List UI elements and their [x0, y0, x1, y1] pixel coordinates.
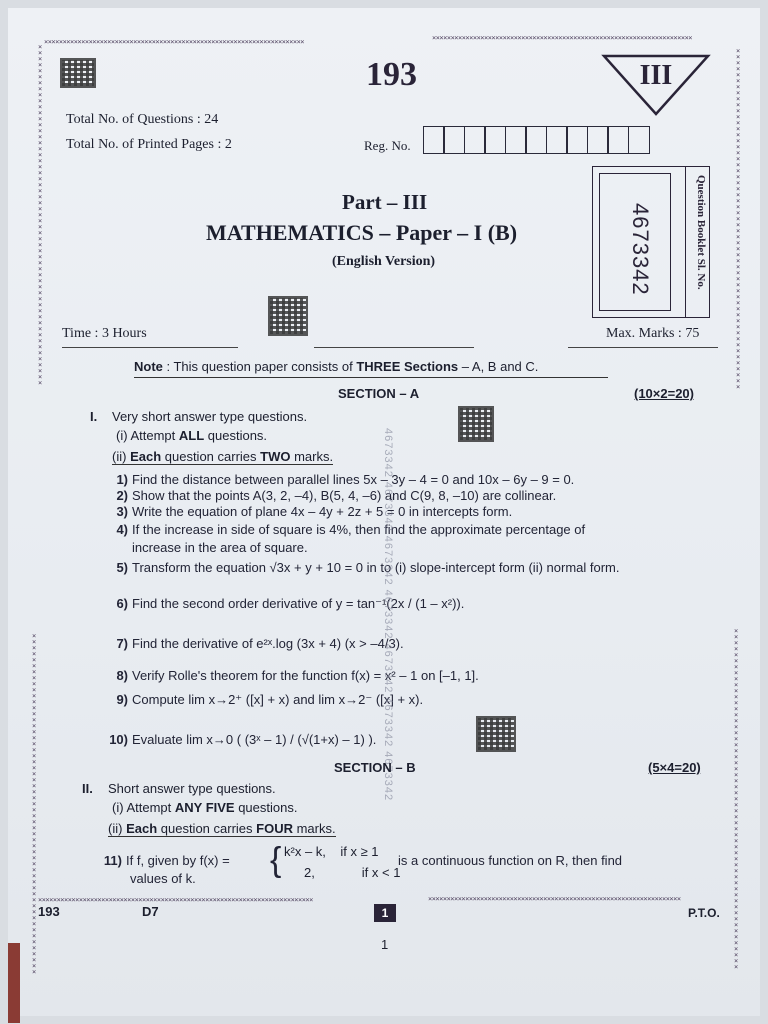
total-questions: Total No. of Questions : 24 [66, 112, 219, 127]
question-number: 1) [116, 472, 128, 487]
inst-text: marks. [292, 821, 336, 836]
question-number: 2) [116, 488, 128, 503]
question-text: Verify Rolle's theorem for the function f(x) = x² – 1 on [–1, 1]. [132, 668, 479, 683]
question-3 [104, 504, 512, 519]
question-text: If f, given by f(x) = [126, 853, 230, 868]
section-a-inst2 [112, 449, 333, 465]
section-b-inst2 [108, 821, 336, 837]
reg-box[interactable] [484, 126, 506, 154]
right-border-top: ××××××××××××××××××××××××××××××××××××××××××××××××××××××××× [736, 47, 741, 391]
booklet-number-box [592, 166, 710, 318]
question-11-line2 [130, 871, 196, 886]
inst-text: Attempt [130, 428, 179, 443]
question-8 [104, 668, 479, 683]
divider [314, 347, 474, 348]
bottom-border-right: ×××××××××××××××××××××××××××××××××××××××××××××××××××××××××××××××××××× [428, 895, 681, 903]
question-text: Evaluate lim x→0 ( (3ˣ – 1) / (√(1+x) – 1) ). [132, 732, 377, 747]
qr-code-icon [458, 406, 494, 442]
question-6 [104, 596, 464, 612]
reg-box[interactable] [423, 126, 445, 154]
question-text: increase in the area of square. [132, 540, 308, 555]
divider [62, 347, 238, 348]
inst-text: question carries [161, 449, 261, 464]
top-border-left: ×××××××××××××××××××××××××××××××××××××××××××××××××××××××××××××××××××××× [44, 38, 305, 46]
question-number: 5) [116, 560, 128, 575]
inst-bold: Each [130, 449, 162, 464]
note-bold: THREE Sections [356, 359, 459, 374]
question-number: 8) [116, 668, 128, 683]
section-b-heading: Short answer type questions. [108, 781, 276, 796]
divider [134, 377, 608, 378]
question-text: Write the equation of plane 4x – 4y + 2z + 5 = 0 in intercepts form. [132, 504, 513, 519]
booklet-label: Question Booklet Sl. No. [695, 175, 707, 290]
inst-text: marks. [290, 449, 334, 464]
inst-text: Attempt [126, 800, 175, 815]
question-text: Compute lim x→2⁺ ([x] + x) and lim x→2⁻ ([x] + x). [132, 692, 424, 707]
question-11-tail [398, 853, 622, 868]
barcode-icon [60, 58, 96, 88]
section-a-heading: Very short answer type questions. [112, 409, 308, 424]
note-text: : This question paper consists of [162, 359, 357, 374]
question-number: 6) [116, 596, 128, 611]
qr-code-icon [268, 296, 308, 336]
question-text: Transform the equation √3x + y + 10 = 0 in to (i) slope-intercept form (ii) normal form. [132, 560, 620, 575]
question-text: is a continuous function on R, then find [398, 853, 623, 868]
divider [568, 347, 718, 348]
version-label: (English Version) [332, 254, 436, 269]
section-b-marks: (5×4=20) [648, 760, 701, 775]
inst-bold: FOUR [256, 821, 293, 836]
reg-box[interactable] [464, 126, 486, 154]
question-number: 10) [109, 732, 128, 747]
inst-text: questions. [204, 428, 268, 443]
section-b-title: SECTION – B [334, 760, 416, 775]
section-a-title: SECTION – A [338, 386, 420, 401]
reg-box[interactable] [546, 126, 568, 154]
inst-num: (ii) [112, 449, 127, 464]
section-b-inst1 [112, 800, 297, 815]
question-text: Find the distance between parallel lines 5x – 3y – 4 = 0 and 10x – 6y – 9 = 0. [132, 472, 575, 487]
qr-code-icon [476, 716, 516, 752]
section-a-roman: I. [90, 409, 98, 424]
section-b-roman: II. [82, 781, 93, 796]
question-5 [104, 560, 620, 575]
note-line [134, 359, 538, 374]
footer-page-box: 1 [374, 904, 396, 922]
reg-box[interactable] [525, 126, 547, 154]
reg-box[interactable] [505, 126, 527, 154]
question-4 [104, 522, 585, 537]
question-11 [98, 853, 230, 868]
piecewise-case-1: k²x – k, if x ≥ 1 [284, 844, 379, 859]
question-number: 3) [116, 504, 128, 519]
question-text: Find the derivative of e²ˣ.log (3x + 4) (x > –4/3). [132, 636, 404, 651]
reg-box[interactable] [607, 126, 629, 154]
triangle-label: III [639, 60, 673, 91]
booklet-number: 4673342 [628, 203, 653, 296]
binding-edge [8, 943, 20, 1023]
inst-bold: ALL [178, 428, 205, 443]
question-10 [104, 732, 376, 747]
reg-box[interactable] [443, 126, 465, 154]
question-number: 7) [116, 636, 128, 651]
inst-num: (ii) [108, 821, 123, 836]
reg-box[interactable] [566, 126, 588, 154]
left-border-lower: ××××××××××××××××××××××××××××××××××××××××××××××××××××××××× [32, 632, 37, 976]
question-9 [104, 692, 423, 708]
time-label: Time : 3 Hours [62, 326, 147, 341]
inst-text: questions. [234, 800, 298, 815]
piecewise-brace: { [270, 841, 282, 879]
paper-code: 193 [366, 56, 417, 93]
total-pages: Total No. of Printed Pages : 2 [66, 137, 232, 152]
reg-no-label: Reg. No. [364, 138, 411, 153]
inst-bold: ANY FIVE [174, 800, 235, 815]
question-number: 9) [116, 692, 128, 707]
serial-watermark: 4673342 4673342 4673342 4673342 4673342 4673342 4673342 [382, 428, 394, 802]
question-1 [104, 472, 574, 487]
inst-num: (i) [116, 428, 128, 443]
bottom-border-left: ×××××××××××××××××××××××××××××××××××××××××××××××××××××××××××××××××××××××××× [38, 896, 313, 904]
question-text: values of k. [130, 871, 196, 886]
part-title: Part – III [342, 190, 428, 214]
top-border-right: ×××××××××××××××××××××××××××××××××××××××××××××××××××××××××××××××××××××× [432, 34, 693, 42]
left-border: ××××××××××××××××××××××××××××××××××××××××××××××××××××××××× [38, 43, 43, 387]
note-label: Note [134, 359, 163, 374]
reg-no-boxes[interactable] [424, 126, 650, 159]
question-number: 4) [116, 522, 128, 537]
question-text: Show that the points A(3, 2, –4), B(5, 4, –6) and C(9, 8, –10) are collinear. [132, 488, 557, 503]
inst-num: (i) [112, 800, 124, 815]
inst-text: question carries [157, 821, 257, 836]
reg-box[interactable] [587, 126, 609, 154]
piecewise-case-2: 2, if x < 1 [304, 865, 401, 880]
section-a-marks: (10×2=20) [634, 386, 694, 401]
question-2 [104, 488, 556, 503]
question-7 [104, 636, 404, 651]
footer-code: 193 [38, 904, 60, 919]
right-border-lower: ××××××××××××××××××××××××××××××××××××××××××××××××××××××××× [734, 627, 739, 971]
question-text: If the increase in side of square is 4%, then find the approximate percentage of [132, 522, 586, 537]
question-number: 11) [103, 853, 122, 868]
question-text: Find the second order derivative of y = tan⁻¹(2x / (1 – x²)). [132, 596, 465, 611]
note-text-end: – A, B and C. [458, 359, 539, 374]
question-4-cont [104, 540, 308, 555]
max-marks: Max. Marks : 75 [606, 326, 700, 341]
section-a-inst1 [116, 428, 267, 443]
question-paper-page [8, 8, 760, 1016]
subject-title: MATHEMATICS – Paper – I (B) [206, 220, 518, 245]
reg-box[interactable] [628, 126, 650, 154]
footer-set-code: D7 [142, 904, 159, 919]
inst-bold: Each [126, 821, 158, 836]
inst-bold: TWO [260, 449, 291, 464]
page-number: 1 [381, 937, 389, 952]
footer-pto: P.T.O. [688, 906, 720, 920]
